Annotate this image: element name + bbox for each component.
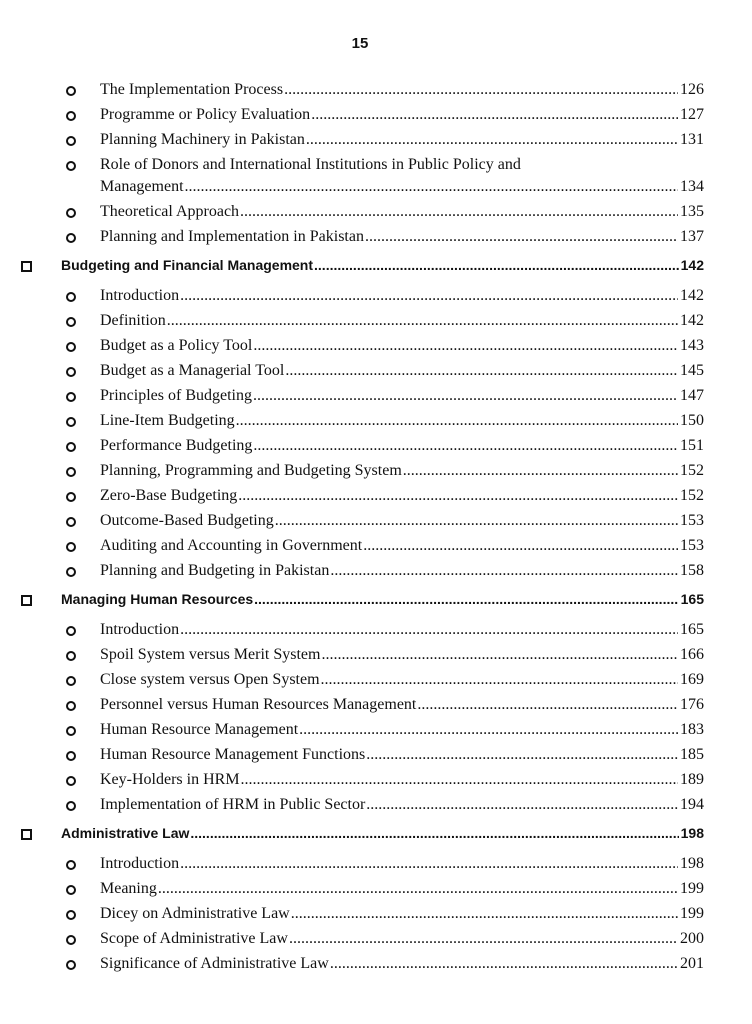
toc-subentry [0, 534, 752, 559]
circle-bullet-icon [66, 567, 76, 577]
toc-subentry [0, 693, 752, 718]
toc-entry-line [100, 746, 704, 764]
toc-page-number: 198 [680, 825, 704, 841]
toc-entry-title: Management [100, 178, 184, 195]
toc-page-number: 152 [680, 487, 704, 504]
table-of-contents [0, 78, 752, 977]
toc-page-number: 194 [680, 796, 704, 813]
toc-entry-title: Principles of Budgeting [100, 387, 252, 404]
dot-leader [299, 721, 678, 739]
toc-subentry [0, 78, 752, 103]
toc-subentry [0, 128, 752, 153]
toc-page-number: 142 [680, 287, 704, 304]
toc-entry-line [100, 203, 704, 221]
toc-entry-line [100, 337, 704, 355]
circle-bullet-icon [66, 111, 76, 121]
toc-page-number: 150 [680, 412, 704, 429]
dot-leader [185, 178, 678, 196]
toc-subentry [0, 103, 752, 128]
toc-page-number: 126 [680, 81, 704, 98]
circle-bullet-icon [66, 676, 76, 686]
toc-entry-line [100, 621, 704, 639]
toc-page-number: 189 [680, 771, 704, 788]
circle-bullet-icon [66, 626, 76, 636]
toc-entry-line [100, 387, 704, 405]
circle-bullet-icon [66, 860, 76, 870]
toc-subentry [0, 225, 752, 250]
toc-entry-title: Auditing and Accounting in Government [100, 537, 363, 554]
toc-subentry [0, 952, 752, 977]
toc-section-entry [0, 818, 752, 852]
toc-page-number: 165 [680, 621, 704, 638]
circle-bullet-icon [66, 292, 76, 302]
dot-leader [284, 81, 678, 99]
toc-entry-title: Outcome-Based Budgeting [100, 512, 274, 529]
toc-page-number: 135 [680, 203, 704, 220]
toc-entry-title: Planning, Programming and Budgeting System [100, 462, 402, 479]
circle-bullet-icon [66, 492, 76, 502]
dot-leader [158, 880, 678, 898]
toc-entry-line [100, 930, 704, 948]
toc-page-number: 169 [680, 671, 704, 688]
circle-bullet-icon [66, 801, 76, 811]
toc-subentry [0, 852, 752, 877]
dot-leader [241, 771, 678, 789]
dot-leader [253, 437, 678, 455]
toc-entry-line [100, 905, 704, 923]
toc-entry-title: Introduction [100, 621, 180, 638]
circle-bullet-icon [66, 935, 76, 945]
toc-entry-line [61, 257, 704, 273]
toc-page-number: 153 [680, 512, 704, 529]
toc-subentry [0, 459, 752, 484]
toc-entry-line [100, 106, 704, 124]
circle-bullet-icon [66, 910, 76, 920]
toc-subentry [0, 793, 752, 818]
toc-subentry [0, 153, 752, 200]
toc-entry-line [100, 178, 704, 196]
toc-subentry [0, 618, 752, 643]
toc-entry-line [100, 562, 704, 580]
toc-page-number: 158 [680, 562, 704, 579]
toc-entry-line [100, 721, 704, 739]
toc-page-number: 127 [680, 106, 704, 123]
dot-leader [180, 287, 678, 305]
toc-subentry [0, 559, 752, 584]
dot-leader [403, 462, 678, 480]
dot-leader [253, 337, 678, 355]
toc-page-number: 147 [680, 387, 704, 404]
circle-bullet-icon [66, 701, 76, 711]
toc-page-number: 142 [680, 312, 704, 329]
toc-entry-title: Planning and Implementation in Pakistan [100, 228, 364, 245]
dot-leader [240, 203, 678, 221]
circle-bullet-icon [66, 233, 76, 243]
toc-page-number: 145 [680, 362, 704, 379]
toc-entry-line [100, 646, 704, 664]
toc-entry-title: Theoretical Approach [100, 203, 240, 220]
toc-entry-title: Definition [100, 312, 166, 329]
circle-bullet-icon [66, 367, 76, 377]
dot-leader [366, 746, 678, 764]
dot-leader [289, 930, 678, 948]
toc-page-number: 199 [680, 905, 704, 922]
toc-page-number: 152 [680, 462, 704, 479]
dot-leader [321, 646, 678, 664]
toc-page-number: 166 [680, 646, 704, 663]
circle-bullet-icon [66, 136, 76, 146]
toc-page-number: 137 [680, 228, 704, 245]
circle-bullet-icon [66, 726, 76, 736]
dot-leader [417, 696, 678, 714]
toc-entry-line [100, 796, 704, 814]
toc-entry-title: Implementation of HRM in Public Sector [100, 796, 366, 813]
toc-entry-line [100, 880, 704, 898]
toc-entry-line [100, 362, 704, 380]
toc-subentry [0, 718, 752, 743]
toc-entry-line [61, 825, 704, 841]
dot-leader [236, 412, 678, 430]
toc-entry-line [100, 771, 704, 789]
toc-entry-title: Significance of Administrative Law [100, 955, 329, 972]
toc-entry-title: Introduction [100, 855, 180, 872]
circle-bullet-icon [66, 651, 76, 661]
toc-page-number: 176 [680, 696, 704, 713]
toc-subentry [0, 877, 752, 902]
circle-bullet-icon [66, 417, 76, 427]
circle-bullet-icon [66, 317, 76, 327]
toc-entry-title: Meaning [100, 880, 157, 897]
toc-page-number: 165 [680, 591, 704, 607]
toc-entry-line [100, 537, 704, 555]
square-bullet-icon [21, 261, 32, 272]
toc-entry-line [100, 131, 704, 149]
circle-bullet-icon [66, 342, 76, 352]
toc-page-number: 198 [680, 855, 704, 872]
toc-entry-title: Budget as a Managerial Tool [100, 362, 285, 379]
toc-entry-title: Planning Machinery in Pakistan [100, 131, 305, 148]
dot-leader [306, 131, 678, 149]
circle-bullet-icon [66, 517, 76, 527]
dot-leader [365, 228, 678, 246]
toc-entry-title-line1: Role of Donors and International Institutions in Public Policy and [100, 156, 521, 173]
toc-entry-line [100, 287, 704, 305]
toc-entry-title: Introduction [100, 287, 180, 304]
toc-page-number: 153 [680, 537, 704, 554]
toc-entry-line [100, 696, 704, 714]
toc-entry-title: Human Resource Management [100, 721, 299, 738]
toc-entry-title: Programme or Policy Evaluation [100, 106, 311, 123]
toc-page-number: 199 [680, 880, 704, 897]
toc-subentry [0, 643, 752, 668]
toc-subentry [0, 743, 752, 768]
toc-entry-title: Close system versus Open System [100, 671, 320, 688]
toc-subentry [0, 768, 752, 793]
dot-leader [363, 537, 678, 555]
toc-entry-line [100, 487, 704, 505]
toc-entry-line [100, 81, 704, 99]
toc-subentry [0, 309, 752, 334]
dot-leader [285, 362, 678, 380]
toc-entry-title: Dicey on Administrative Law [100, 905, 290, 922]
dot-leader [330, 955, 678, 973]
toc-subentry [0, 509, 752, 534]
toc-entry-line [100, 671, 704, 689]
circle-bullet-icon [66, 776, 76, 786]
toc-page-number: 183 [680, 721, 704, 738]
toc-entry-title: Zero-Base Budgeting [100, 487, 238, 504]
toc-page-number: 185 [680, 746, 704, 763]
toc-page-number: 151 [680, 437, 704, 454]
dot-leader [275, 512, 678, 530]
square-bullet-icon [21, 595, 32, 606]
toc-subentry [0, 284, 752, 309]
toc-subentry [0, 434, 752, 459]
dot-leader [330, 562, 678, 580]
toc-subentry [0, 927, 752, 952]
toc-entry-title: Spoil System versus Merit System [100, 646, 321, 663]
dot-leader [314, 257, 679, 273]
circle-bullet-icon [66, 86, 76, 96]
circle-bullet-icon [66, 542, 76, 552]
dot-leader [366, 796, 678, 814]
toc-section-title: Managing Human Resources [61, 591, 254, 607]
toc-entry-line [100, 955, 704, 973]
toc-subentry [0, 484, 752, 509]
dot-leader [321, 671, 678, 689]
toc-entry-title: Scope of Administrative Law [100, 930, 288, 947]
dot-leader [253, 387, 678, 405]
toc-section-title: Administrative Law [61, 825, 190, 841]
circle-bullet-icon [66, 960, 76, 970]
toc-entry-line [100, 855, 704, 873]
page-number: 15 [351, 35, 369, 52]
toc-subentry [0, 334, 752, 359]
toc-entry-line [100, 228, 704, 246]
circle-bullet-icon [66, 442, 76, 452]
toc-subentry [0, 200, 752, 225]
toc-entry-line [100, 462, 704, 480]
toc-subentry [0, 359, 752, 384]
dot-leader [311, 106, 678, 124]
toc-subentry [0, 668, 752, 693]
toc-entry-title: Key-Holders in HRM [100, 771, 240, 788]
dot-leader [190, 825, 678, 841]
toc-entry-line [100, 412, 704, 430]
toc-page-number: 131 [680, 131, 704, 148]
circle-bullet-icon [66, 885, 76, 895]
toc-page-number: 134 [680, 178, 704, 195]
toc-entry-title: Performance Budgeting [100, 437, 253, 454]
circle-bullet-icon [66, 467, 76, 477]
dot-leader [291, 905, 678, 923]
dot-leader [254, 591, 678, 607]
dot-leader [180, 855, 678, 873]
dot-leader [238, 487, 678, 505]
circle-bullet-icon [66, 208, 76, 218]
toc-entry-line [100, 512, 704, 530]
toc-subentry [0, 902, 752, 927]
toc-page-number: 142 [680, 257, 704, 273]
toc-page-number: 143 [680, 337, 704, 354]
toc-page-number: 201 [680, 955, 704, 972]
toc-section-entry [0, 584, 752, 618]
square-bullet-icon [21, 829, 32, 840]
toc-page-number: 200 [680, 930, 704, 947]
dot-leader [180, 621, 678, 639]
toc-entry-title: Line-Item Budgeting [100, 412, 235, 429]
toc-section-entry [0, 250, 752, 284]
toc-entry-title: Personnel versus Human Resources Management [100, 696, 417, 713]
circle-bullet-icon [66, 161, 76, 171]
toc-entry-title: The Implementation Process [100, 81, 284, 98]
toc-subentry [0, 409, 752, 434]
circle-bullet-icon [66, 392, 76, 402]
toc-entry-title: Planning and Budgeting in Pakistan [100, 562, 330, 579]
toc-section-title: Budgeting and Financial Management [61, 257, 314, 273]
toc-entry-line [100, 312, 704, 330]
toc-entry-title: Human Resource Management Functions [100, 746, 366, 763]
toc-subentry [0, 384, 752, 409]
circle-bullet-icon [66, 751, 76, 761]
toc-entry-line [100, 437, 704, 455]
dot-leader [167, 312, 678, 330]
toc-entry-title: Budget as a Policy Tool [100, 337, 253, 354]
toc-entry-line [61, 591, 704, 607]
